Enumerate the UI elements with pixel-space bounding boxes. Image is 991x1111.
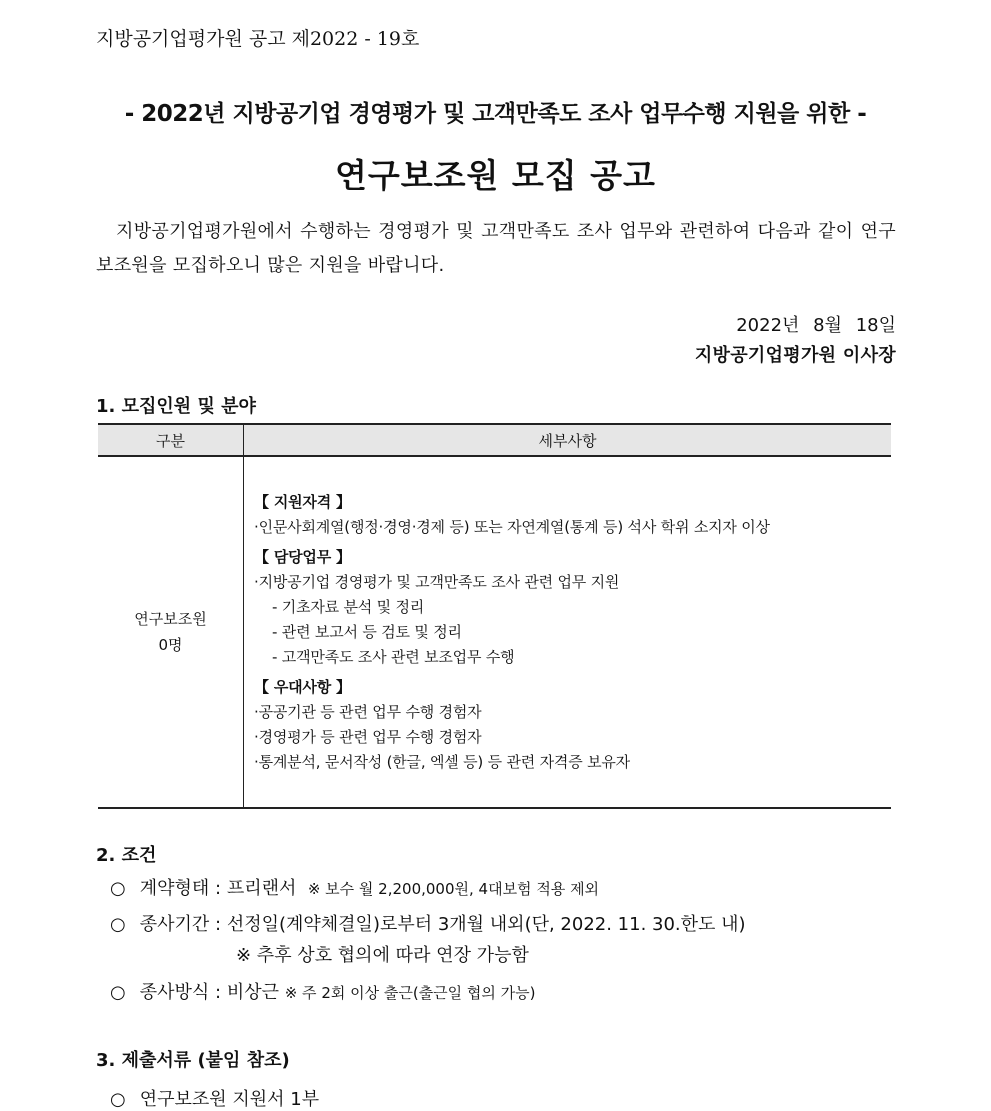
condition-note: ※ 보수 월 2,200,000원, 4대보험 적용 제외 [307, 880, 600, 898]
detail-section-heading: 【 담당업무 】 [254, 547, 351, 566]
document-item-text: 연구보조원 지원서 1부 [139, 1089, 320, 1110]
detail-list-item: ·인문사회계열(행정·경영·경제 등) 또는 자연계열(통계 등) 석사 학위 소지자 이상 [254, 517, 770, 536]
details-cell [244, 456, 892, 808]
category-position: 연구보조원 [134, 610, 207, 628]
period-extension-note: ※ 추후 상호 협의에 따라 연장 가능함 [236, 945, 529, 966]
detail-section-heading: 【 우대사항 】 [254, 677, 351, 696]
bullet-icon: ○ [110, 982, 126, 1003]
section-1-heading: 1. 모집인원 및 분야 [96, 396, 256, 417]
detail-list-item: ·경영평가 등 관련 업무 수행 경험자 [254, 727, 482, 746]
document-subtitle: - 2022년 지방공기업 경영평가 및 고객만족도 조사 업무수행 지원을 위한 - [124, 101, 867, 127]
detail-list-item: - 기초자료 분석 및 정리 [272, 597, 425, 616]
issuer-name: 지방공기업평가원 이사장 [694, 345, 896, 366]
notice-number: 지방공기업평가원 공고 제2022 - 19호 [96, 28, 420, 50]
detail-list-item: - 고객만족도 조사 관련 보조업무 수행 [272, 647, 515, 666]
detail-section-heading: 【 지원자격 】 [254, 492, 351, 511]
bullet-icon: ○ [110, 878, 126, 899]
category-headcount: 0명 [158, 636, 183, 654]
detail-list-item: ·지방공기업 경영평가 및 고객만족도 조사 관련 업무 지원 [254, 572, 620, 591]
condition-label: 종사방식 : [139, 982, 222, 1003]
detail-list-item: - 관련 보고서 등 검토 및 정리 [272, 622, 462, 641]
table-header-details: 세부사항 [244, 424, 892, 456]
recruitment-table [98, 423, 891, 809]
section-3-heading: 3. 제출서류 (붙임 참조) [96, 1050, 290, 1071]
table-header-category: 구분 [98, 424, 244, 456]
condition-value: 선정일(계약체결일)로부터 3개월 내외(단, 2022. 11. 30.한도 내) [226, 914, 746, 935]
condition-label: 종사기간 : [139, 914, 222, 935]
condition-contract-type [110, 874, 599, 900]
condition-note: ※ 주 2회 이상 출근(출근일 협의 가능) [284, 984, 536, 1002]
section-2-heading: 2. 조건 [96, 845, 157, 866]
condition-label: 계약형태 : [139, 878, 222, 899]
detail-list-item: ·공공기관 등 관련 업무 수행 경험자 [254, 702, 482, 721]
document-title: 연구보조원 모집 공고 [335, 156, 656, 195]
document-list-item [110, 1085, 319, 1111]
detail-list-item: ·통계분석, 문서작성 (한글, 엑셀 등) 등 관련 자격증 보유자 [254, 752, 630, 771]
intro-paragraph: 지방공기업평가원에서 수행하는 경영평가 및 고객만족도 조사 업무와 관련하여 다음과 같이 연구보조원을 모집하오니 많은 지원을 바랍니다. [96, 221, 896, 276]
announcement-date: 2022년 8월 18일 [736, 315, 896, 336]
table-row [98, 456, 891, 808]
category-cell [98, 456, 244, 808]
bullet-icon: ○ [110, 914, 126, 935]
condition-period [110, 910, 746, 936]
condition-value: 비상근 [226, 982, 279, 1003]
condition-work-mode [110, 978, 536, 1004]
condition-value: 프리랜서 [226, 878, 297, 899]
bullet-icon: ○ [110, 1089, 126, 1110]
